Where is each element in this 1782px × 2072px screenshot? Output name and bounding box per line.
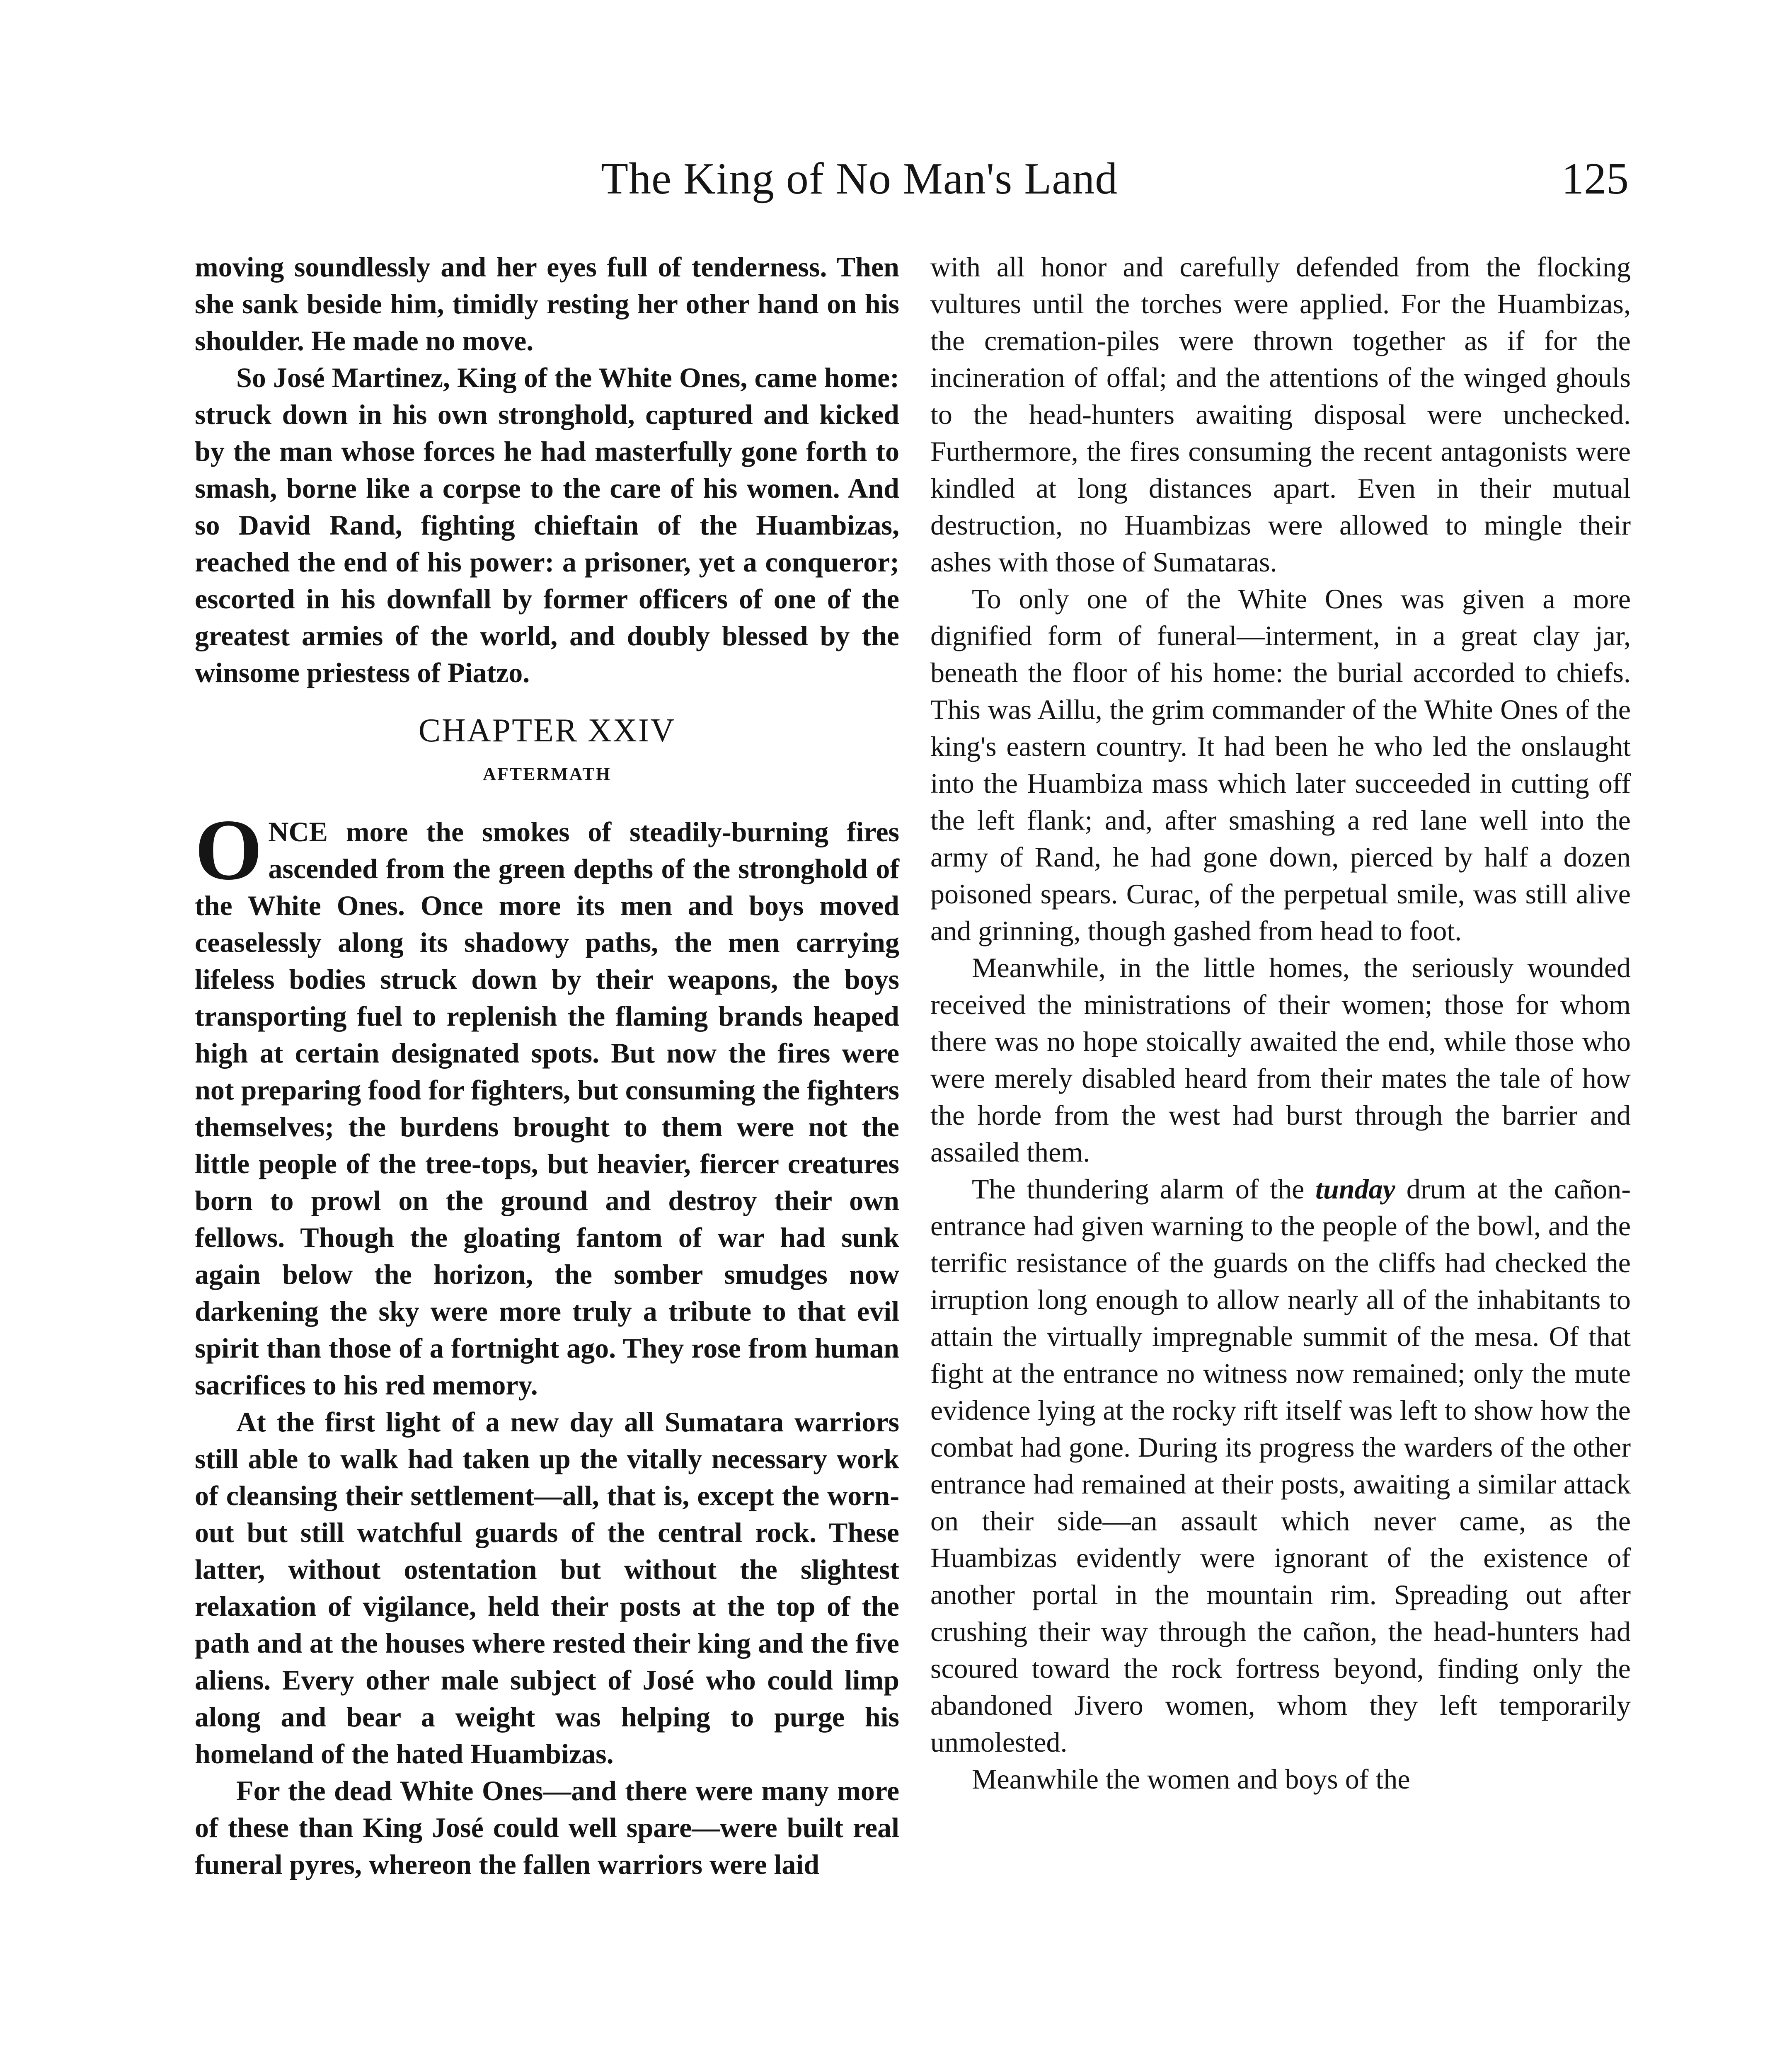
paragraph: At the first light of a new day all Sumatara warriors still able to walk had taken up the vitally necessary work of cleansing their settlement—all, that is, except the worn-out but still watchful guards of the central rock. These latter, without ostentation but without the slightest relaxation of vigilance, held their posts at the top of the path and at the houses where rested their king and the five aliens. Every other male subject of José who could limp along and bear a weight was helping to purge his homeland of the hated Huambizas. [195,1406,899,1769]
drop-cap: O [195,802,263,898]
paragraph: moving soundlessly and her eyes full of tenderness. Then she sank beside him, timidly resting her other hand on his shoulder. He made no move. [195,251,899,356]
paragraph: So José Martinez, King of the White Ones, came home: struck down in his own stronghold, captured and kicked by the man whose forces he had masterfully gone forth to smash, borne like a corpse to the care of his women. And so David Rand, fighting chieftain of the Huambizas, reached the end of his power: a prisoner, yet a conqueror; escorted in his downfall by former officers of one of the greatest armies of the world, and doubly blessed by the winsome priestess of Piatzo. [195,362,899,688]
chapter-opening-paragraph [195,802,899,1404]
paragraph: For the dead White Ones—and there were many more of these than King José could well spare—were built real funeral pyres, whereon the fallen warriors were laid [195,1775,899,1880]
paragraph-text: more the smokes of steadily-burning fires ascended from the green depths of the stronghold of the White Ones. Once more its men and boys moved ceaselessly along its shadowy paths, the men carrying lifeless bodies struck down by their weapons, the boys transporting fuel to replenish the flaming brands heaped high at certain designated spots. But now the fires were not preparing food for fighters, but consuming the fighters themselves; the burdens brought to them were not the little people of the tree-tops, but heavier, fiercer creatures born to prowl on the ground and destroy their own fellows. Though the gloating fantom of war had sunk again below the horizon, the somber smudges now darkening the sky were more truly a tribute to that evil spirit than those of a fortnight ago. They rose from human sacrifices to his red memory. [195,816,899,1401]
page-number: 125 [1562,154,1629,203]
paragraph-text: The thundering alarm of the [972,1173,1316,1205]
paragraph: Meanwhile, in the little homes, the seriously wounded received the ministrations of their women; those for whom there was no hope stoically awaited the end, while those who were merely disabled heard from their mates the tale of how the horde from the west had burst through the barrier and assailed them. [930,952,1631,1168]
paragraph: with all honor and carefully defended from the flocking vultures until the torches were applied. For the Huambizas, the cremation-piles were thrown together as if for the incineration of offal; and the attentions of the winged ghouls to the head-hunters awaiting disposal were unchecked. Furthermore, the fires consuming the recent antagonists were kindled at long distances apart. Even in their mutual destruction, no Huambizas were allowed to mingle their ashes with those of Sumataras. [930,251,1631,578]
lead-word: NCE [268,816,328,847]
paragraph: To only one of the White Ones was given a more dignified form of funeral—interment, in a great clay jar, beneath the floor of his home: the burial accorded to chiefs. This was Aillu, the grim commander of the White Ones of the king's eastern country. It had been he who led the onslaught into the Huambiza mass which later succeeded in cutting off the left flank; and, after smashing a red lane well into the army of Rand, he had gone down, pierced by half a dozen poisoned spears. Curac, of the perpetual smile, was still alive and grinning, though gashed from head to foot. [930,583,1631,946]
paragraph [930,1171,1631,1761]
italic-word: tunday [1315,1173,1395,1205]
chapter-subtitle: AFTERMATH [483,764,611,784]
right-column [930,249,1631,1798]
paragraph-text: drum at the cañon-entrance had given warning to the people of the bowl, and the terrific resistance of the guards on the cliffs had checked the irruption long enough to allow nearly all of the inhabitants to attain the virtually impregnable summit of the mesa. Of that fight at the entrance no witness now remained; only the mute evidence lying at the rocky rift itself was left to show how the combat had gone. During its progress the warders of the other entrance had remained at their posts, awaiting a similar attack on their side—an assault which never came, as the Huambizas evidently were ignorant of the existence of another portal in the mountain rim. Spreading out after crushing their way through the cañon, the head-hunters had scoured toward the rock fortress beyond, finding only the abandoned Jivero women, whom they left temporarily unmolested. [930,1173,1631,1758]
running-title: The King of No Man's Land [601,154,1118,203]
left-column [195,249,899,1883]
running-header [601,153,1629,220]
chapter-heading: CHAPTER XXIV [418,712,676,749]
paragraph: Meanwhile the women and boys of the [972,1763,1410,1795]
